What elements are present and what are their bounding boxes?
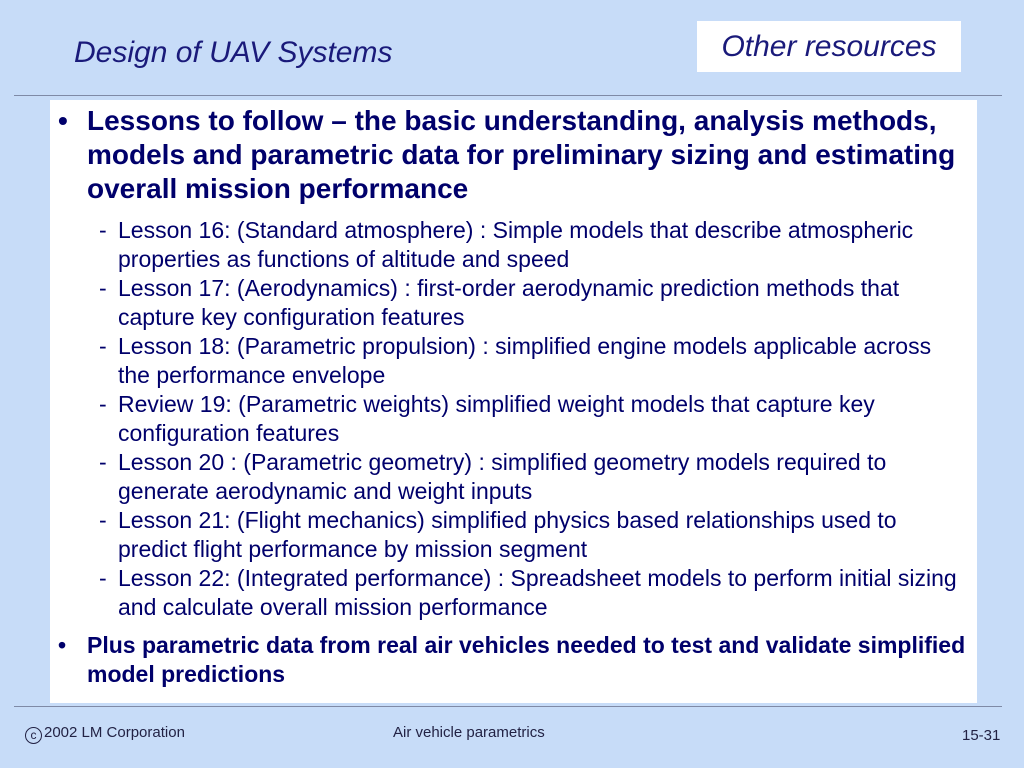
lesson-item [58,390,969,448]
slide-title: Design of UAV Systems [74,36,393,69]
lesson-text: Lesson 17: (Aerodynamics) : first-order aerodynamic prediction methods that capture key configuration features [118,275,900,330]
bullet-icon: • [58,632,67,658]
lesson-item [58,506,969,564]
dash-icon: - [99,391,107,417]
lesson-item [58,332,969,390]
dash-icon: - [99,275,107,301]
main-bullet [58,104,969,206]
lesson-item [58,216,969,274]
bullet-icon: • [58,105,68,136]
lesson-item [58,448,969,506]
lesson-text: Lesson 16: (Standard atmosphere) : Simple models that describe atmospheric properties as functions of altitude and speed [118,217,914,272]
dash-icon: - [99,507,107,533]
dash-icon: - [99,449,107,475]
lesson-text: Lesson 21: (Flight mechanics) simplified physics based relationships used to predict flight performance by mission segment [118,507,897,562]
page-number: 15-31 [962,727,1001,744]
footer-topic: Air vehicle parametrics [393,724,545,741]
dash-icon: - [99,217,107,243]
lesson-item [58,274,969,332]
lesson-text: Review 19: (Parametric weights) simplified weight models that capture key configuration features [118,391,875,446]
main-bullet-text: Lessons to follow – the basic understanding, analysis methods, models and parametric data for preliminary sizing and estimating overall mission performance [87,105,956,204]
dash-icon: - [99,333,107,359]
lesson-list [58,216,969,622]
dash-icon: - [99,565,107,591]
plus-bullet-text: Plus parametric data from real air vehicles needed to test and validate simplified model predictions [87,632,966,687]
footer-copyright [25,724,185,744]
plus-bullet [58,631,969,689]
copyright-text: 2002 LM Corporation [44,724,185,741]
lesson-item [58,564,969,622]
copyright-icon: c [25,727,42,744]
section-label: Other resources [697,21,961,72]
content-panel [50,100,977,703]
lesson-text: Lesson 18: (Parametric propulsion) : simplified engine models applicable across the performance envelope [118,333,932,388]
lesson-text: Lesson 22: (Integrated performance) : Spreadsheet models to perform initial sizing and calculate overall mission performance [118,565,957,620]
footer-divider [14,706,1002,707]
lesson-text: Lesson 20 : (Parametric geometry) : simplified geometry models required to generate aerodynamic and weight inputs [118,449,887,504]
header-divider [14,95,1002,96]
